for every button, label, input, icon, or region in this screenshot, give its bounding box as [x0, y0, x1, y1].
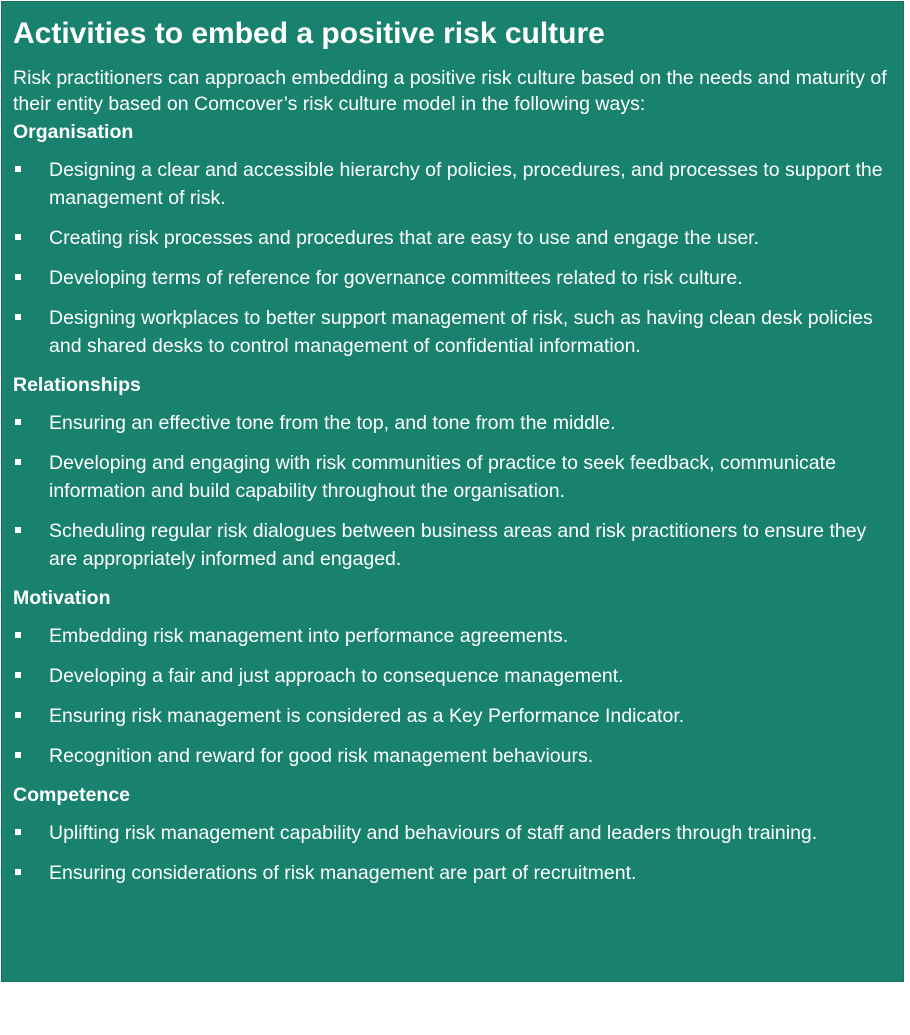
list-item-text: Developing terms of reference for governance committees related to risk culture. [49, 267, 743, 289]
square-bullet-icon [15, 527, 21, 533]
section-list-organisation [13, 156, 891, 360]
list-item [13, 622, 891, 650]
list-item [13, 264, 891, 292]
square-bullet-icon [15, 459, 21, 465]
square-bullet-icon [15, 166, 21, 172]
list-item [13, 662, 891, 690]
list-item [13, 702, 891, 730]
section-list-relationships [13, 409, 891, 573]
list-item-text: Uplifting risk management capability and behaviours of staff and leaders through training. [49, 822, 818, 844]
list-item-text: Creating risk processes and procedures that are easy to use and engage the user. [49, 227, 760, 249]
list-item [13, 859, 891, 887]
page-title: Activities to embed a positive risk culture [13, 17, 605, 50]
square-bullet-icon [15, 712, 21, 718]
list-item [13, 449, 891, 505]
square-bullet-icon [15, 829, 21, 835]
list-item [13, 409, 891, 437]
list-item-text: Designing workplaces to better support management of risk, such as having clean desk policies and shared desks to control management of confidential information. [49, 307, 873, 357]
square-bullet-icon [15, 672, 21, 678]
list-item [13, 819, 891, 847]
section-heading-organisation: Organisation [13, 121, 134, 143]
section-heading-relationships: Relationships [13, 374, 141, 396]
list-item-text: Recognition and reward for good risk management behaviours. [49, 745, 594, 767]
section-heading-motivation: Motivation [13, 587, 111, 609]
list-item [13, 517, 891, 573]
square-bullet-icon [15, 869, 21, 875]
square-bullet-icon [15, 314, 21, 320]
section-list-competence [13, 819, 891, 887]
section-heading-competence: Competence [13, 784, 131, 806]
list-item-text: Developing a fair and just approach to consequence management. [49, 665, 624, 687]
sections-container [13, 119, 891, 887]
square-bullet-icon [15, 632, 21, 638]
list-item-text: Ensuring considerations of risk management are part of recruitment. [49, 862, 637, 884]
list-item-text: Ensuring an effective tone from the top, and tone from the middle. [49, 412, 616, 434]
list-item-text: Developing and engaging with risk communities of practice to seek feedback, communicate information and build capability throughout the organisation. [49, 452, 836, 502]
square-bullet-icon [15, 274, 21, 280]
square-bullet-icon [15, 419, 21, 425]
list-item-text: Designing a clear and accessible hierarchy of policies, procedures, and processes to support the management of risk. [49, 159, 883, 209]
list-item-text: Embedding risk management into performance agreements. [49, 625, 569, 647]
risk-culture-panel [1, 1, 904, 982]
square-bullet-icon [15, 752, 21, 758]
list-item-text: Scheduling regular risk dialogues between business areas and risk practitioners to ensure they are appropriately informed and engaged. [49, 520, 867, 570]
list-item [13, 224, 891, 252]
section-list-motivation [13, 622, 891, 770]
square-bullet-icon [15, 234, 21, 240]
list-item-text: Ensuring risk management is considered as a Key Performance Indicator. [49, 705, 685, 727]
intro-paragraph: Risk practitioners can approach embedding a positive risk culture based on the needs and maturity of their entity based on Comcover’s risk culture model in the following ways: [13, 67, 887, 115]
list-item [13, 156, 891, 212]
list-item [13, 304, 891, 360]
list-item [13, 742, 891, 770]
